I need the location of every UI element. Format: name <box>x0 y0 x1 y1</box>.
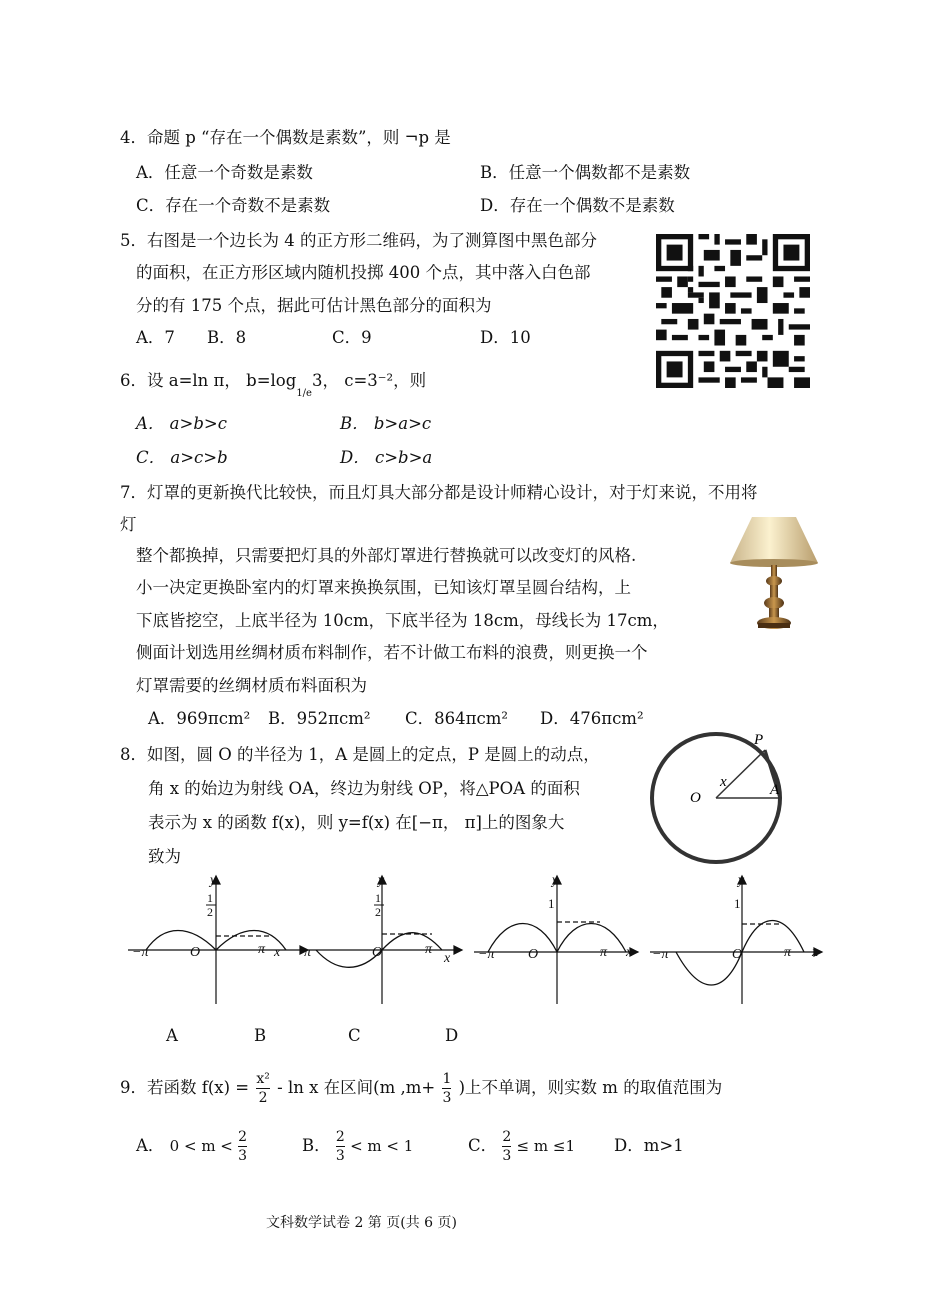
graph-d-one: 1 <box>734 896 741 911</box>
q9-option-b-num: 2 <box>335 1129 345 1145</box>
graph-d-x: x <box>812 945 819 960</box>
graph-a-negpi: −π <box>132 945 149 960</box>
q4-stem: 4．命题 p “存在一个偶数是素数”，则 ¬p 是 <box>120 128 451 147</box>
graph-c-pi: π <box>600 945 608 960</box>
q7-line5: 侧面计划选用丝绸材质布料制作，若不计做工布料的浪费，则更换一个 <box>136 643 648 662</box>
graph-d-negpi: −π <box>652 947 669 962</box>
q9-option-c-den: 3 <box>502 1148 512 1164</box>
q9-frac-num: x² <box>256 1071 270 1087</box>
q6-stem <box>120 370 427 399</box>
q9-frac2-num: 1 <box>442 1071 452 1087</box>
label-x: x <box>720 774 727 790</box>
q9-option-c-label: C． <box>468 1136 498 1155</box>
q9-stem-b: - ln x 在区间(m ,m+ <box>277 1078 436 1097</box>
graph-d-pi: π <box>784 945 792 960</box>
graph-c-o: O <box>528 947 539 962</box>
q5-option-b: B．8 <box>207 328 247 347</box>
q7-option-a: A．969πcm² <box>148 709 251 728</box>
q9-option-a-den: 3 <box>238 1148 248 1164</box>
graph-a-pi: π <box>258 942 266 957</box>
circle-figure <box>640 728 790 866</box>
q9-fraction-third <box>442 1070 451 1107</box>
graph-c-negpi: −π <box>478 947 495 962</box>
q7-line1: 7．灯罩的更新换代比较快，而且灯具大部分都是设计师精心设计，对于灯来说，不用将 <box>120 483 758 502</box>
q9-option-a-frac <box>238 1128 247 1165</box>
graph-a-x: x <box>274 945 281 960</box>
q9-option-a-text: 0 < m < <box>169 1137 233 1155</box>
q9-option-c <box>468 1128 575 1165</box>
graph-b-negpi: π <box>304 945 312 960</box>
q6-stem-head: 6．设 a=ln π， b=log <box>120 371 297 390</box>
q8-line1: 8．如图，圆 O 的半径为 1，A 是圆上的定点，P 是圆上的动点， <box>120 745 600 764</box>
q9-stem-c: )上不单调，则实数 m 的取值范围为 <box>458 1078 723 1097</box>
q4-option-c: C．存在一个奇数不是素数 <box>136 196 331 215</box>
q6-option-c: C． a>c>b <box>136 448 228 467</box>
graph-b <box>306 876 462 1004</box>
q9-frac2-den: 3 <box>442 1090 452 1106</box>
q9-option-b-den: 3 <box>335 1148 345 1164</box>
q8-line3: 表示为 x 的函数 f(x)，则 y=f(x) 在[−π， π]上的图象大 <box>148 813 565 832</box>
lamp-image <box>728 515 820 633</box>
graph-c-y: y <box>552 873 559 888</box>
q5-line3: 分的有 175 个点，据此可估计黑色部分的面积为 <box>136 296 492 315</box>
graph-b-y: y <box>378 873 385 888</box>
graph-label-c: C <box>348 1026 361 1045</box>
q7-line2: 整个都换掉，只需要把灯具的外部灯罩进行替换就可以改变灯的风格. <box>136 546 637 565</box>
q9-option-b-frac <box>336 1128 345 1165</box>
q8-line4: 致为 <box>148 847 181 866</box>
q7-line4: 下底皆挖空，上底半径为 10cm，下底半径为 18cm，母线长为 17cm， <box>136 611 669 630</box>
label-o: O <box>690 790 701 806</box>
q6-option-b: B． b>a>c <box>340 414 432 433</box>
q4-option-a: A．任意一个奇数是素数 <box>136 163 313 182</box>
page-footer: 文科数学试卷 2 第 页(共 6 页) <box>266 1215 457 1231</box>
graph-b-x: x <box>444 951 451 966</box>
graph-d-y: y <box>738 873 745 888</box>
q9-option-c-frac <box>502 1128 511 1165</box>
graph-c-one: 1 <box>548 896 555 911</box>
q9-option-c-text: ≤ m ≤1 <box>516 1137 575 1155</box>
q9-stem-a: 9．若函数 f(x) = <box>120 1078 250 1097</box>
q5-option-a: A．7 <box>136 328 175 347</box>
q7-option-c: C．864πcm² <box>405 709 508 728</box>
answer-graphs <box>120 870 830 1010</box>
q5-line1: 5．右图是一个边长为 4 的正方形二维码，为了测算图中黑色部分 <box>120 231 597 250</box>
q9-option-c-num: 2 <box>502 1129 512 1145</box>
q7-option-b: B．952πcm² <box>268 709 371 728</box>
q6-option-a: A． a>b>c <box>136 414 227 433</box>
graph-b-o: O <box>372 945 383 960</box>
q5-option-d: D．10 <box>480 328 531 347</box>
graph-b-half: 1 <box>375 891 381 905</box>
graph-c-x: x <box>626 945 633 960</box>
q9-frac-den: 2 <box>258 1090 268 1106</box>
label-p: P <box>754 732 764 748</box>
graph-label-d: D <box>445 1026 459 1045</box>
graph-b-pi: π <box>425 942 433 957</box>
q7-option-d: D．476πcm² <box>540 709 644 728</box>
q7-line3: 小一决定更换卧室内的灯罩来换换氛围，已知该灯罩呈圆台结构，上 <box>136 578 631 597</box>
q4-option-b: B．任意一个偶数都不是素数 <box>480 163 691 182</box>
label-a: A <box>770 782 780 798</box>
graph-a-half2: 2 <box>207 905 213 919</box>
q9-option-a-label: A． <box>136 1136 165 1155</box>
graph-d-o: O <box>732 947 743 962</box>
q9-option-b-label: B． <box>302 1136 331 1155</box>
q4-option-d: D．存在一个偶数不是素数 <box>480 196 675 215</box>
graph-a <box>128 876 308 1004</box>
q7-line1b: 灯 <box>120 515 137 534</box>
qr-code-image <box>656 234 810 388</box>
graph-a-o: O <box>190 945 201 960</box>
graph-label-a: A <box>166 1026 178 1045</box>
q9-option-d: D．m>1 <box>614 1136 684 1155</box>
graph-a-y: y <box>210 873 217 888</box>
q6-option-d: D． c>b>a <box>340 448 433 467</box>
graph-a-half: 1 <box>207 891 213 905</box>
q6-log-base: 1/e <box>296 388 312 399</box>
q5-line2: 的面积，在正方形区域内随机投掷 400 个点，其中落入白色部 <box>136 263 591 282</box>
q8-line2: 角 x 的始边为射线 OA，终边为射线 OP，将△POA 的面积 <box>148 779 580 798</box>
q6-stem-tail: 3， c=3⁻²，则 <box>311 371 427 390</box>
graph-c <box>474 876 638 1004</box>
q9-option-b <box>302 1128 413 1165</box>
q9-option-a-num: 2 <box>238 1129 248 1145</box>
q9-option-a <box>136 1128 247 1165</box>
q9-option-b-text: < m < 1 <box>350 1137 414 1155</box>
q9-stem <box>120 1070 722 1107</box>
q9-fraction-x2 <box>256 1070 270 1107</box>
q5-option-c: C．9 <box>332 328 372 347</box>
graph-b-half2: 2 <box>375 905 381 919</box>
graph-label-b: B <box>254 1026 267 1045</box>
q7-line6: 灯罩需要的丝绸材质布料面积为 <box>136 676 367 695</box>
